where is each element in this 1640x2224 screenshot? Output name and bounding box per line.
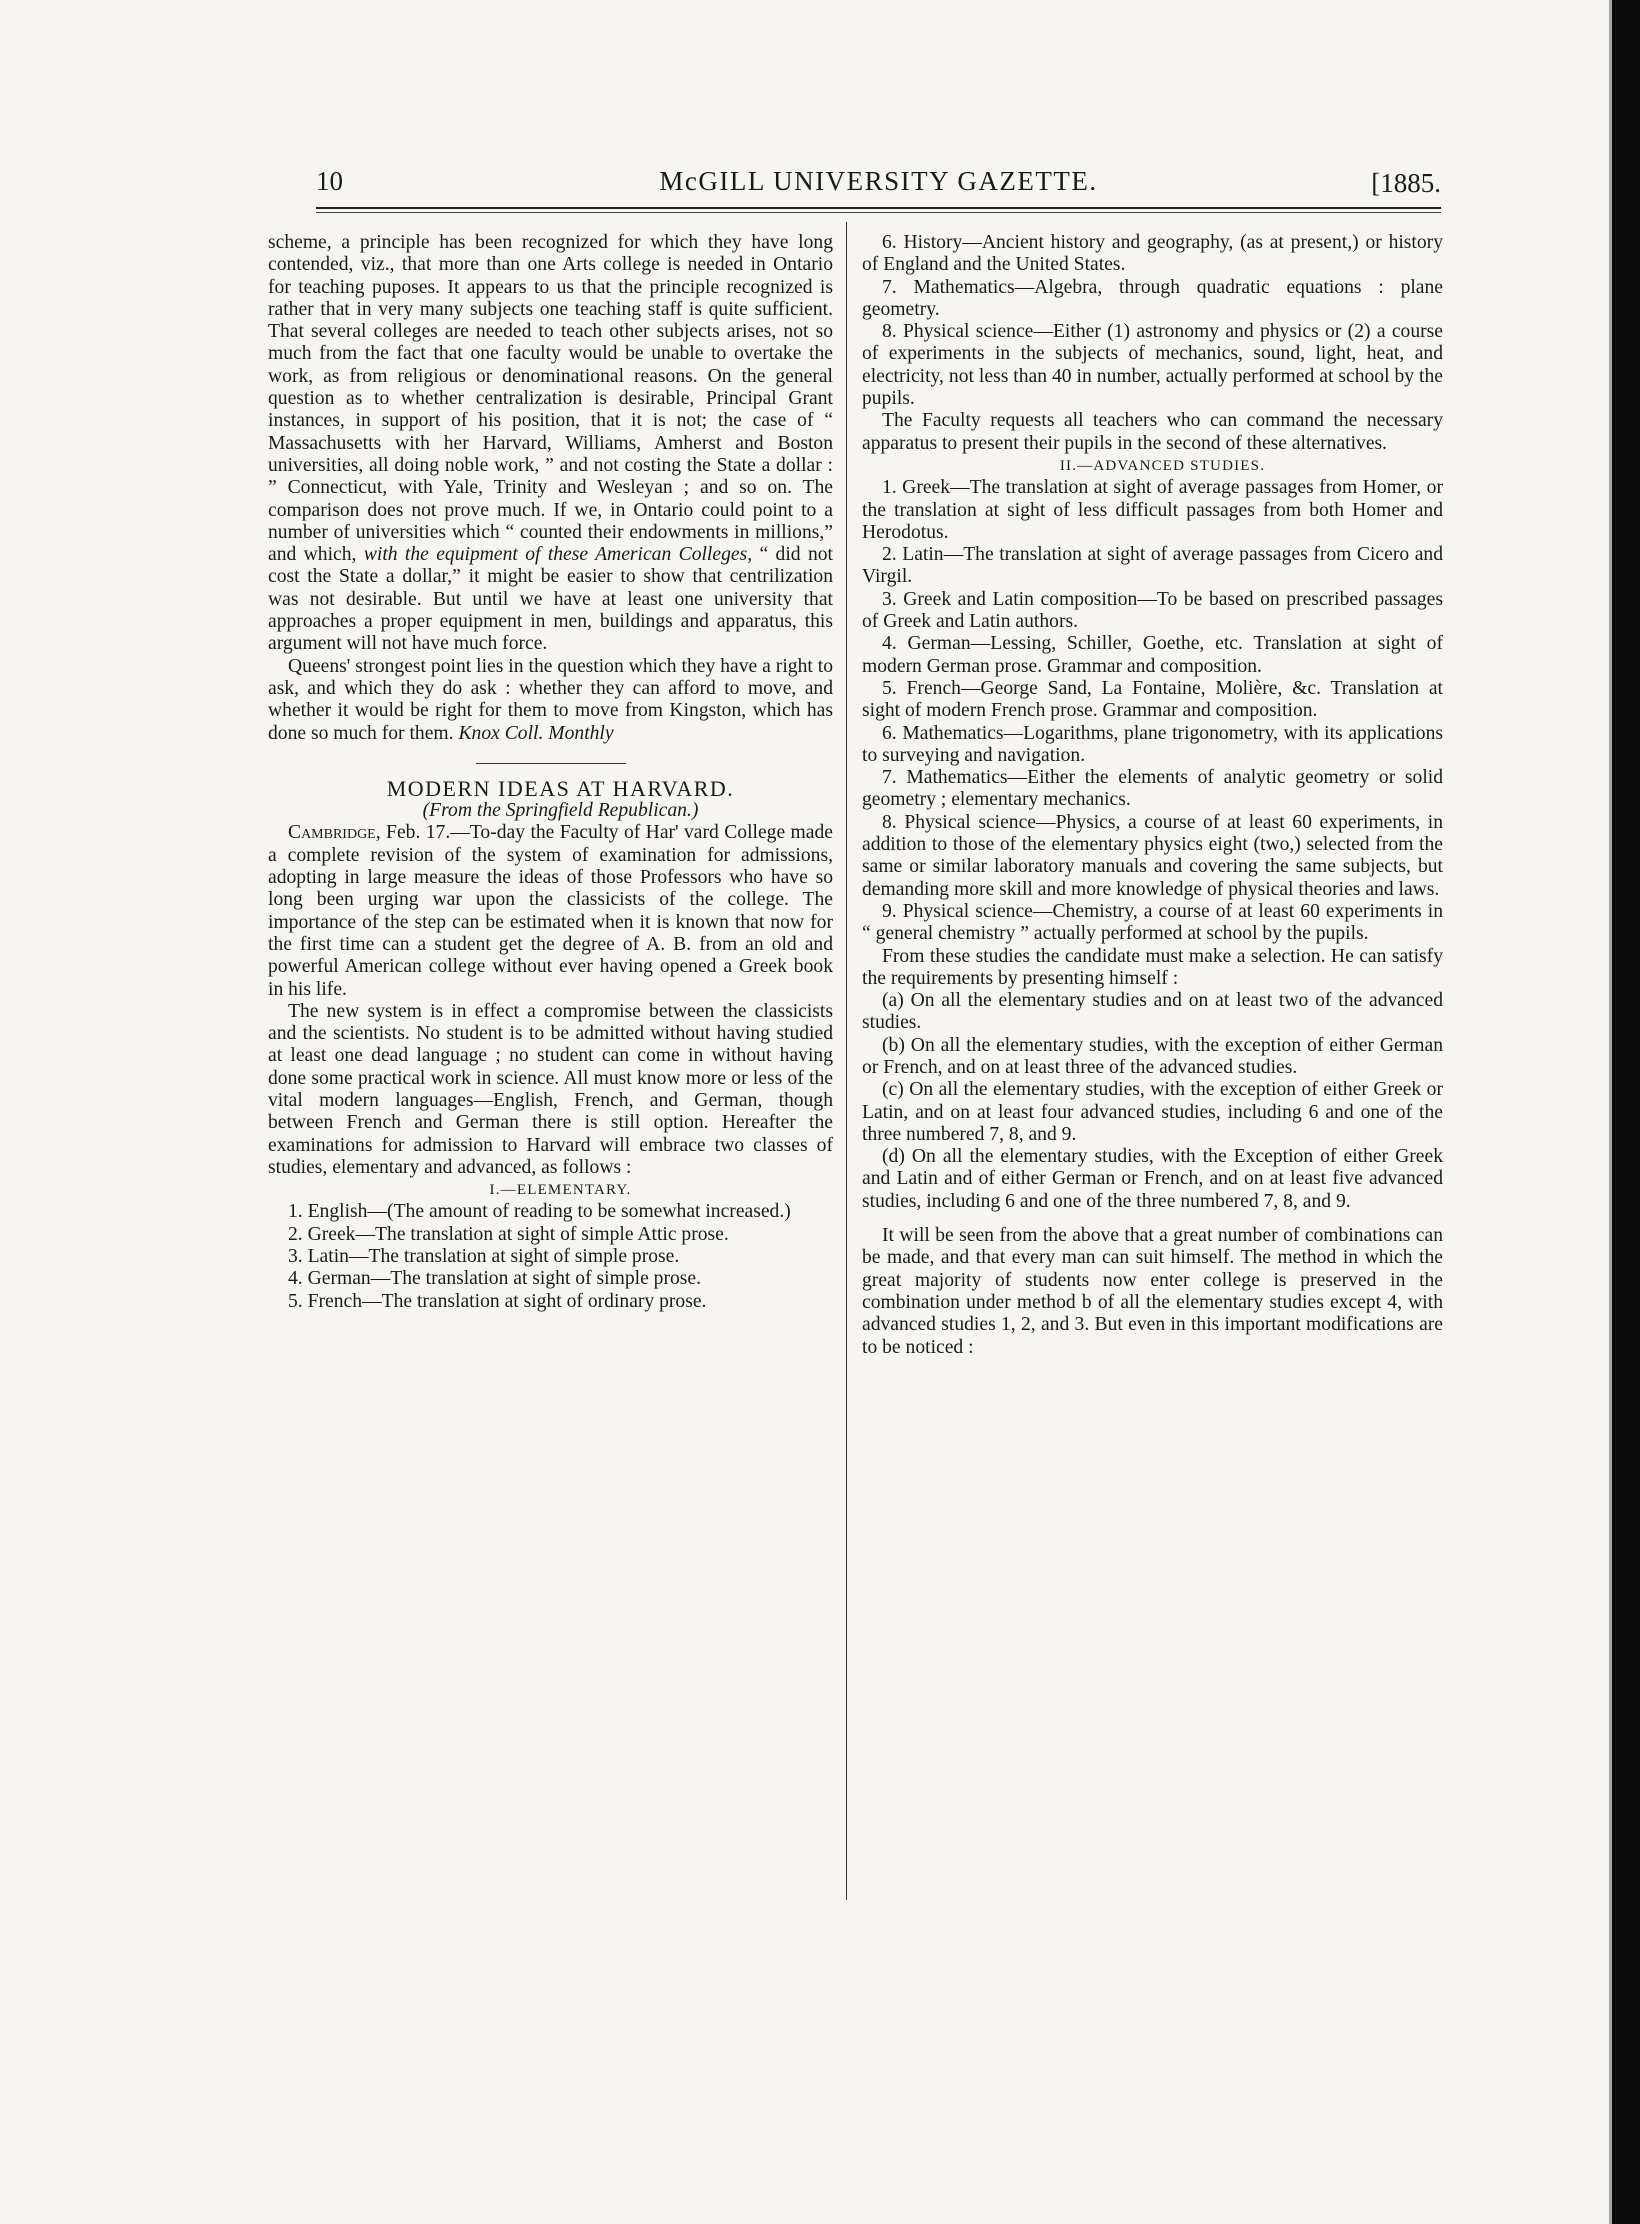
paragraph: The new system is in effect a compromise between the classicists and the scientists. No student is to be admitted without having studied at least one dead language ; no student can come in without having done some practical work in science. All must know more or less of the vital modern languages—English, French, and German, though between French and German there is still option. Hereafter the examinations for admission to Harvard will embrace two classes of studies, elementary and advanced, as follows : bbox=[268, 1000, 833, 1178]
header-rule bbox=[316, 207, 1441, 209]
option-item: (b) On all the elementary studies, with the exception of either German or French, and on at least three of the advanced studies. bbox=[862, 1034, 1443, 1078]
header-rule-thin bbox=[316, 212, 1441, 213]
section-heading: I.—ELEMENTARY. bbox=[489, 1182, 632, 1199]
option-item: (c) On all the elementary studies, with the exception of either Greek or Latin, and on at least four advanced studies, including 6 and one of the three numbered 7, 8, and 9. bbox=[862, 1079, 1443, 1145]
paragraph: It will be seen from the above that a great number of combinations can be made, and that every man can suit himself. The method in which the great majority of students now enter college is preserved in the combination under method b of all the elementary studies except 4, with advanced studies 1, 2, and 3. But even in this important modifications are to be noticed : bbox=[862, 1225, 1443, 1358]
issue-year: [1885. bbox=[1371, 168, 1441, 198]
scan-border bbox=[1612, 0, 1640, 2224]
list-item: 9. Physical science—Chemistry, a course of at least 60 experiments in “ general chemistry ” actually performed at school by the pupils. bbox=[862, 900, 1443, 945]
list-item: 8. Physical science—Physics, a course of at least 60 experiments, in addition to those of the elementary physics eight (two,) selected from the same or similar laboratory manuals and covering the same subjects, but demanding more skill and more knowledge of physical theories and laws. bbox=[862, 811, 1443, 900]
article-divider bbox=[476, 763, 626, 764]
list-item: 5. French—George Sand, La Fontaine, Molière, &c. Translation at sight of modern French prose. Grammar and composition. bbox=[862, 677, 1443, 722]
paragraph: The Faculty requests all teachers who can command the necessary apparatus to present their pupils in the second of these alternatives. bbox=[862, 410, 1443, 454]
paragraph: Cambridge, Feb. 17.—To-day the Faculty of Har' vard College made a complete revision of the system of examination for admissions, adopting in large measure the ideas of those Professors who have so long been urging war upon the classicists of the college. The importance of the step can be estimated when it is known that now for the first time can a student get the degree of A. B. from an old and powerful American college without ever having opened a Greek book in his life. bbox=[268, 822, 833, 1000]
scan-border-edge bbox=[1609, 0, 1612, 2224]
list-item: 3. Latin—The translation at sight of simple prose. bbox=[288, 1246, 680, 1268]
left-column bbox=[268, 232, 833, 1313]
publication-title: McGILL UNIVERSITY GAZETTE. bbox=[659, 166, 1098, 196]
section-heading: II.—ADVANCED STUDIES. bbox=[1059, 457, 1266, 474]
list-item: 2. Latin—The translation at sight of average passages from Cicero and Virgil. bbox=[862, 544, 1443, 588]
article-title: MODERN IDEAS AT HARVARD. bbox=[386, 775, 735, 801]
paragraph: scheme, a principle has been recognized for which they have long contended, viz., that more than one Arts college is needed in Ontario for teaching puposes. It appears to us that the principle recognized is rather that in very many subjects one teaching staff is quite sufficient. That several colleges are needed to teach other subjects arises, not so much from the fact that one faculty would be unable to overtake the work, as from religious or denominational reasons. On the general question as to whether centralization is desirable, Principal Grant instances, in support of his position, that it is not; the case of “ Massachusetts with her Harvard, Williams, Amherst and Boston universities, all doing noble work, ” and not costing the State a dollar : ” Connecticut, with Yale, Trinity and Wesleyan ; and so on. The comparison does not prove much. If we, in Ontario could point to a number of universities which “ counted their endowments in millions,” and which, with the equipment of these American Colleges, “ did not cost the State a dollar,” it might be easier to show that centrilization was not desirable. But until we have at least one university that approaches a proper equipment in men, buildings and apparatus, this argument will not have much force. bbox=[268, 232, 833, 655]
list-item: 4. German—Lessing, Schiller, Goethe, etc. Translation at sight of modern German prose. Grammar and composition. bbox=[862, 633, 1443, 677]
list-item: 6. History—Ancient history and geography, (as at present,) or history of England and the United States. bbox=[862, 232, 1443, 276]
list-item: 7. Mathematics—Either the elements of analytic geometry or solid geometry ; elementary mechanics. bbox=[862, 767, 1443, 811]
list-item: 6. Mathematics—Logarithms, plane trigonometry, with its applications to surveying and navigation. bbox=[862, 722, 1443, 766]
list-item: 1. Greek—The translation at sight of average passages from Homer, or the translation at sight of less difficult passages from both Homer and Herodotus. bbox=[862, 477, 1443, 543]
list-item: 3. Greek and Latin composition—To be based on prescribed passages of Greek and Latin authors. bbox=[862, 588, 1443, 633]
paragraph: From these studies the candidate must make a selection. He can satisfy the requirements by presenting himself : bbox=[862, 945, 1443, 989]
right-column bbox=[862, 232, 1443, 1359]
article-subtitle: (From the Springfield Republican.) bbox=[422, 800, 699, 822]
list-item: 8. Physical science—Either (1) astronomy and physics or (2) a course of experiments in the subjects of mechanics, sound, light, heat, and electricity, not less than 40 in number, actually performed at school by the pupils. bbox=[862, 321, 1443, 410]
running-header bbox=[316, 166, 1441, 206]
page-number: 10 bbox=[316, 166, 343, 196]
option-item: (a) On all the elementary studies and on at least two of the advanced studies. bbox=[862, 990, 1443, 1034]
list-item: 5. French—The translation at sight of ordinary prose. bbox=[288, 1290, 707, 1312]
list-item: 7. Mathematics—Algebra, through quadratic equations : plane geometry. bbox=[862, 276, 1443, 320]
list-item: 4. German—The translation at sight of simple prose. bbox=[288, 1268, 702, 1290]
dateline: Cambridge, bbox=[288, 822, 381, 844]
column-rule bbox=[846, 222, 847, 1900]
option-item: (d) On all the elementary studies, with the Exception of either Greek and Latin and of either German or French, and on at least five advanced studies, including 6 and one of the three numbered 7, 8, and 9. bbox=[862, 1146, 1443, 1212]
paragraph: Queens' strongest point lies in the question which they have a right to ask, and which they do ask : whether they can afford to move, and whether it would be right for them to move from Kingston, which has done so much for them. Knox Coll. Monthly bbox=[268, 655, 833, 744]
spacer bbox=[862, 1213, 1443, 1225]
list-item: 2. Greek—The translation at sight of simple Attic prose. bbox=[288, 1223, 729, 1245]
list-item: 1. English—(The amount of reading to be somewhat increased.) bbox=[288, 1201, 791, 1223]
source-credit: Knox Coll. Monthly bbox=[458, 722, 614, 744]
